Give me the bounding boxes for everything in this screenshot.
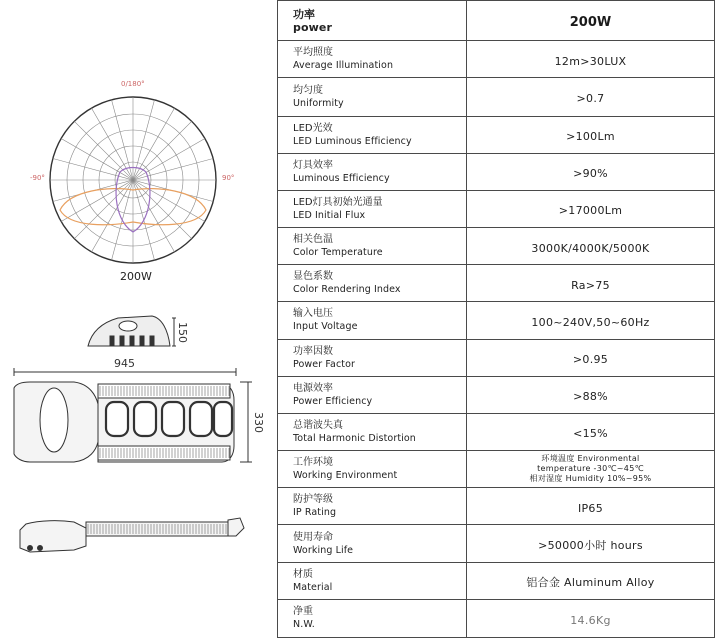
spec-key-cell: [278, 488, 467, 525]
top-view-drawing: [14, 368, 252, 462]
spec-key-cell: [278, 451, 467, 488]
spec-key-zh: 净重: [293, 606, 313, 618]
spec-value-cell: [467, 116, 715, 153]
angle-left-label: -90°: [30, 174, 45, 182]
spec-value-cell: [467, 153, 715, 190]
spec-value-line: 相对湿度 Humidity 10%~95%: [529, 474, 652, 484]
spec-row: [278, 562, 715, 599]
spec-value-cell: [467, 488, 715, 525]
spec-key-zh: 显色系数: [293, 271, 333, 283]
spec-key-en: Color Rendering Index: [293, 284, 401, 296]
spec-key-en: Uniformity: [293, 97, 344, 109]
spec-value: >90%: [573, 167, 608, 181]
spec-row: [278, 302, 715, 339]
spec-key-zh: 输入电压: [293, 308, 333, 320]
spec-key-en: Working Life: [293, 544, 354, 556]
spec-key-zh: 相关色温: [293, 234, 333, 246]
spec-key-zh: 防护等级: [293, 494, 333, 506]
spec-value-cell: [467, 339, 715, 376]
spec-value-cell: [467, 451, 715, 488]
spec-key-cell: [278, 265, 467, 302]
spec-key-zh: 灯具效率: [293, 159, 333, 171]
spec-row: [278, 265, 715, 302]
spec-value: >17000Lm: [558, 204, 623, 218]
spec-key-cell: [278, 153, 467, 190]
spec-value: 14.6Kg: [570, 613, 611, 627]
spec-value-cell: [467, 525, 715, 562]
spec-key-cell: [278, 190, 467, 227]
spec-key-cell: [278, 599, 467, 637]
spec-row: [278, 488, 715, 525]
spec-row: [278, 339, 715, 376]
spec-value: >88%: [573, 390, 608, 404]
spec-key-en: Input Voltage: [293, 321, 358, 333]
spec-key-en: LED Luminous Efficiency: [293, 135, 412, 147]
spec-row: [278, 413, 715, 450]
spec-value: 100~240V,50~60Hz: [531, 315, 650, 329]
spec-value-cell: [467, 78, 715, 116]
polar-diagram: [50, 97, 216, 263]
spec-key-en: Average Illumination: [293, 60, 394, 72]
spec-row: [278, 41, 715, 78]
spec-key-zh: 功率因数: [293, 345, 333, 357]
spec-header-row: [278, 1, 715, 41]
spec-key-en: Working Environment: [293, 470, 398, 482]
spec-table: [277, 0, 715, 638]
polar-caption: 200W: [120, 270, 152, 283]
spec-value: <15%: [573, 427, 608, 441]
angle-right-label: 90°: [222, 174, 235, 182]
spec-row: [278, 78, 715, 116]
spec-value-line: temperature -30℃~45℃: [537, 464, 644, 474]
spec-key-cell: [278, 228, 467, 265]
spec-value-cell: [467, 41, 715, 78]
spec-value-cell: [467, 302, 715, 339]
spec-value-cell: [467, 376, 715, 413]
spec-key-cell: [278, 302, 467, 339]
spec-value: 3000K/4000K/5000K: [531, 241, 650, 255]
spec-value-cell: [467, 265, 715, 302]
spec-value: >50000小时 hours: [538, 539, 643, 552]
spec-value: IP65: [577, 501, 604, 515]
height-dimension: 150: [176, 322, 189, 343]
spec-row: [278, 153, 715, 190]
spec-key-en: IP Rating: [293, 507, 337, 519]
spec-row: [278, 525, 715, 562]
spec-key-zh: LED光效: [293, 122, 333, 134]
spec-key-zh: 材质: [293, 568, 313, 580]
spec-key-zh: 均匀度: [293, 84, 323, 96]
spec-value: >0.95: [572, 353, 609, 367]
spec-key-cell: [278, 339, 467, 376]
spec-value-line: 环境温度 Environmental: [541, 454, 640, 464]
spec-key-zh: 电源效率: [293, 382, 333, 394]
spec-header-value-cell: [467, 1, 715, 41]
spec-value: 铝合金 Aluminum Alloy: [526, 576, 655, 590]
spec-key-zh: 工作环境: [293, 457, 333, 469]
spec-key-zh: 总谐波失真: [293, 419, 343, 431]
spec-row: [278, 599, 715, 637]
left-panel: [0, 0, 276, 639]
spec-row: [278, 116, 715, 153]
spec-value-cell: [467, 562, 715, 599]
spec-key-en: Power Factor: [293, 358, 356, 370]
header-zh: 功率: [293, 7, 315, 21]
side-elevation-drawing: [20, 518, 244, 552]
spec-row: [278, 376, 715, 413]
header-en: power: [293, 20, 332, 34]
spec-key-cell: [278, 78, 467, 116]
spec-value: >100Lm: [566, 130, 615, 144]
spec-key-en: Luminous Efficiency: [293, 172, 390, 184]
length-dimension: 945: [114, 357, 135, 370]
spec-key-en: Power Efficiency: [293, 395, 373, 407]
spec-key-cell: [278, 41, 467, 78]
spec-key-cell: [278, 413, 467, 450]
spec-key-cell: [278, 116, 467, 153]
spec-value-cell: [467, 599, 715, 637]
drawings-canvas: [0, 0, 276, 639]
header-value: 200W: [569, 15, 612, 31]
spec-key-cell: [278, 562, 467, 599]
spec-row: [278, 228, 715, 265]
side-view-drawing: [88, 316, 176, 346]
spec-value-cell: [467, 413, 715, 450]
spec-key-en: Material: [293, 581, 333, 593]
spec-key-zh: 使用寿命: [293, 531, 333, 543]
spec-row: [278, 451, 715, 488]
spec-value: >0.7: [576, 92, 605, 106]
spec-key-en: LED Initial Flux: [293, 209, 366, 221]
spec-row: [278, 190, 715, 227]
spec-key-en: Total Harmonic Distortion: [293, 432, 416, 444]
spec-key-cell: [278, 525, 467, 562]
spec-key-zh: LED灯具初始光通量: [293, 196, 383, 208]
spec-value-cell: [467, 190, 715, 227]
spec-key-en: Color Temperature: [293, 247, 383, 259]
spec-key-en: N.W.: [293, 619, 315, 631]
spec-value-cell: [467, 228, 715, 265]
width-dimension: 330: [252, 412, 265, 433]
angle-top-label: 0/180°: [121, 80, 145, 88]
spec-value: Ra>75: [571, 278, 610, 292]
spec-key-zh: 平均照度: [293, 47, 333, 59]
spec-header-key: [278, 1, 467, 41]
spec-value: 12m>30LUX: [554, 54, 627, 68]
spec-key-cell: [278, 376, 467, 413]
